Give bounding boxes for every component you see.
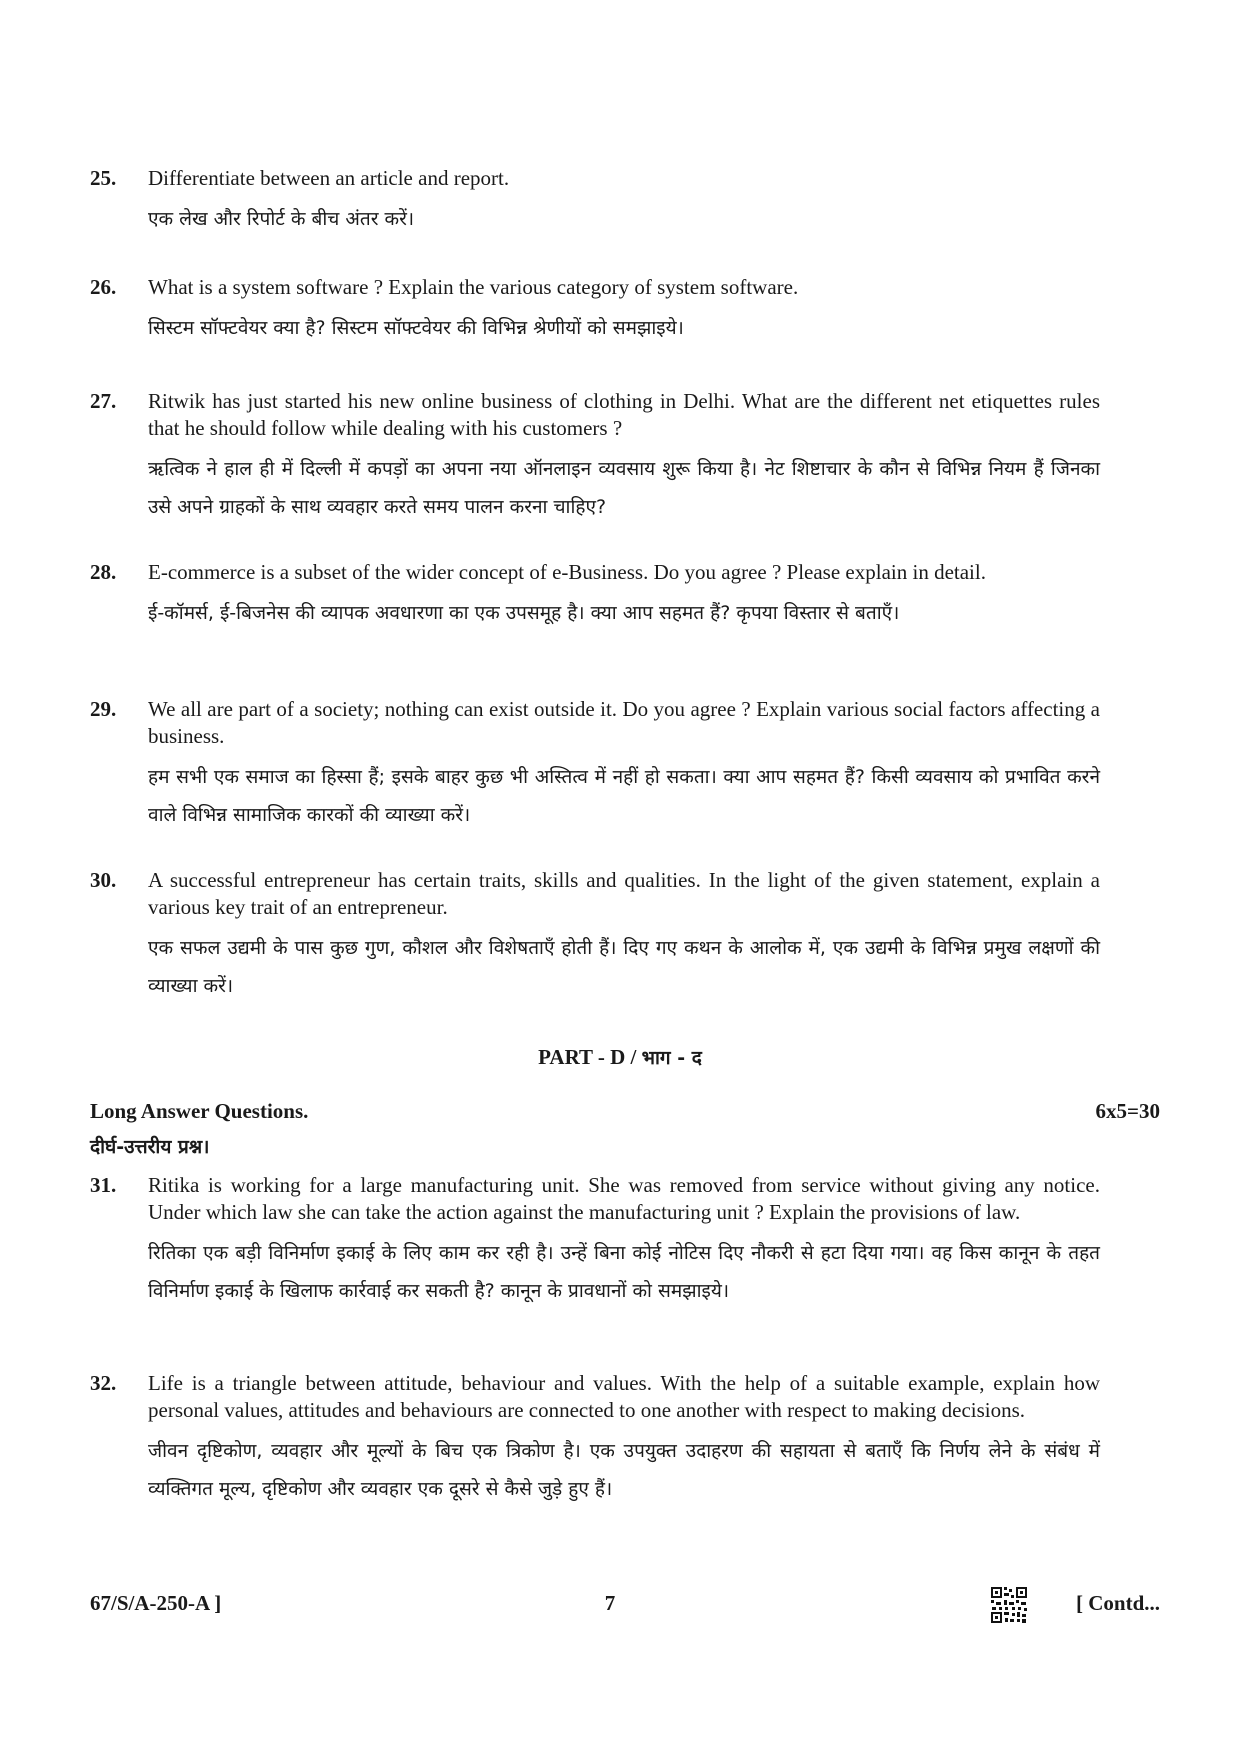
question-number: 25. — [90, 166, 117, 190]
section-title-hindi: दीर्घ-उत्तरीय प्रश्न। — [90, 1136, 210, 1158]
section-marks: 6x5=30 — [1095, 1099, 1160, 1123]
question-number: 30. — [90, 868, 117, 892]
question-text-hindi: सिस्टम सॉफ्टवेयर क्या है? सिस्टम सॉफ्टवेयर की विभिन्न श्रेणीयों को समझाइये। — [148, 317, 684, 339]
question-text-hindi: रितिका एक बड़ी विनिर्माण इकाई के लिए काम कर रही है। उन्हें बिना कोई नोटिस दिए नौकरी से हटा दिया गया। वह किस कानून के तहत विनिर्माण इकाई के खिलाफ कार्रवाई कर सकती है? कानून के प्रावधानों को समझाइये। — [148, 1242, 1100, 1302]
page-number: 7 — [604, 1591, 616, 1615]
question-text-english: Ritika is working for a large manufacturing unit. She was removed from service without giving any notice. Under which law she can take the action against the manufacturing unit ? Explain the provisions of law. — [148, 1173, 1100, 1224]
question-text-english: We all are part of a society; nothing can exist outside it. Do you agree ? Explain various social factors affecting a business. — [148, 697, 1100, 748]
question-text-english: A successful entrepreneur has certain traits, skills and qualities. In the light of the given statement, explain a various key trait of an entrepreneur. — [148, 868, 1100, 919]
part-d-heading — [0, 1044, 1240, 1070]
continued-label: [ Contd... — [1075, 1591, 1160, 1615]
question-text-hindi: एक सफल उद्यमी के पास कुछ गुण, कौशल और विशेषताएँ होती हैं। दिए गए कथन के आलोक में, एक उद्यमी के विभिन्न प्रमुख लक्षणों की व्याख्या करें। — [148, 937, 1100, 997]
paper-code: 67/S/A-250-A ] — [90, 1591, 222, 1615]
question-text-hindi: एक लेख और रिपोर्ट के बीच अंतर करें। — [148, 208, 415, 230]
question-text-hindi: हम सभी एक समाज का हिस्सा हैं; इसके बाहर कुछ भी अस्तित्व में नहीं हो सकता। क्या आप सहमत हैं? किसी व्यवसाय को प्रभावित करने वाले विभिन्न सामाजिक कारकों की व्याख्या करें। — [148, 766, 1100, 826]
question-text-hindi: ऋत्विक ने हाल ही में दिल्ली में कपड़ों का अपना नया ऑनलाइन व्यवसाय शुरू किया है। नेट शिष्टाचार के कौन से विभिन्न नियम हैं जिनका उसे अपने ग्राहकों के साथ व्यवहार करते समय पालन करना चाहिए? — [148, 458, 1100, 518]
question-text-english: E-commerce is a subset of the wider concept of e-Business. Do you agree ? Please explain in detail. — [148, 560, 986, 584]
question-text-hindi: ई-कॉमर्स, ई-बिजनेस की व्यापक अवधारणा का एक उपसमूह है। क्या आप सहमत हैं? कृपया विस्तार से बताएँ। — [148, 602, 900, 624]
question-text-hindi: जीवन दृष्टिकोण, व्यवहार और मूल्यों के बिच एक त्रिकोण है। एक उपयुक्त उदाहरण की सहायता से बताएँ कि निर्णय लेने के संबंध में व्यक्तिगत मूल्य, दृष्टिकोण और व्यवहार एक दूसरे से कैसे जुड़े हुए हैं। — [148, 1440, 1100, 1500]
qr-code-icon — [990, 1586, 1028, 1624]
question-number: 31. — [90, 1173, 117, 1197]
section-title-english: Long Answer Questions. — [90, 1099, 309, 1123]
part-d-heading-hindi: भाग - द — [641, 1047, 702, 1069]
question-text-english: Life is a triangle between attitude, behaviour and values. With the help of a suitable example, explain how personal values, attitudes and behaviours are connected to one another with respect to making decisions. — [148, 1371, 1100, 1422]
question-number: 27. — [90, 389, 117, 413]
question-text-english: Ritwik has just started his new online business of clothing in Delhi. What are the different net etiquettes rules that he should follow while dealing with his customers ? — [148, 389, 1100, 440]
question-text-english: What is a system software ? Explain the various category of system software. — [148, 275, 799, 299]
question-text-english: Differentiate between an article and report. — [148, 166, 510, 190]
part-d-heading-english: PART - D / — [538, 1045, 637, 1069]
question-number: 28. — [90, 560, 117, 584]
question-number: 29. — [90, 697, 117, 721]
question-number: 26. — [90, 275, 117, 299]
question-number: 32. — [90, 1371, 117, 1395]
